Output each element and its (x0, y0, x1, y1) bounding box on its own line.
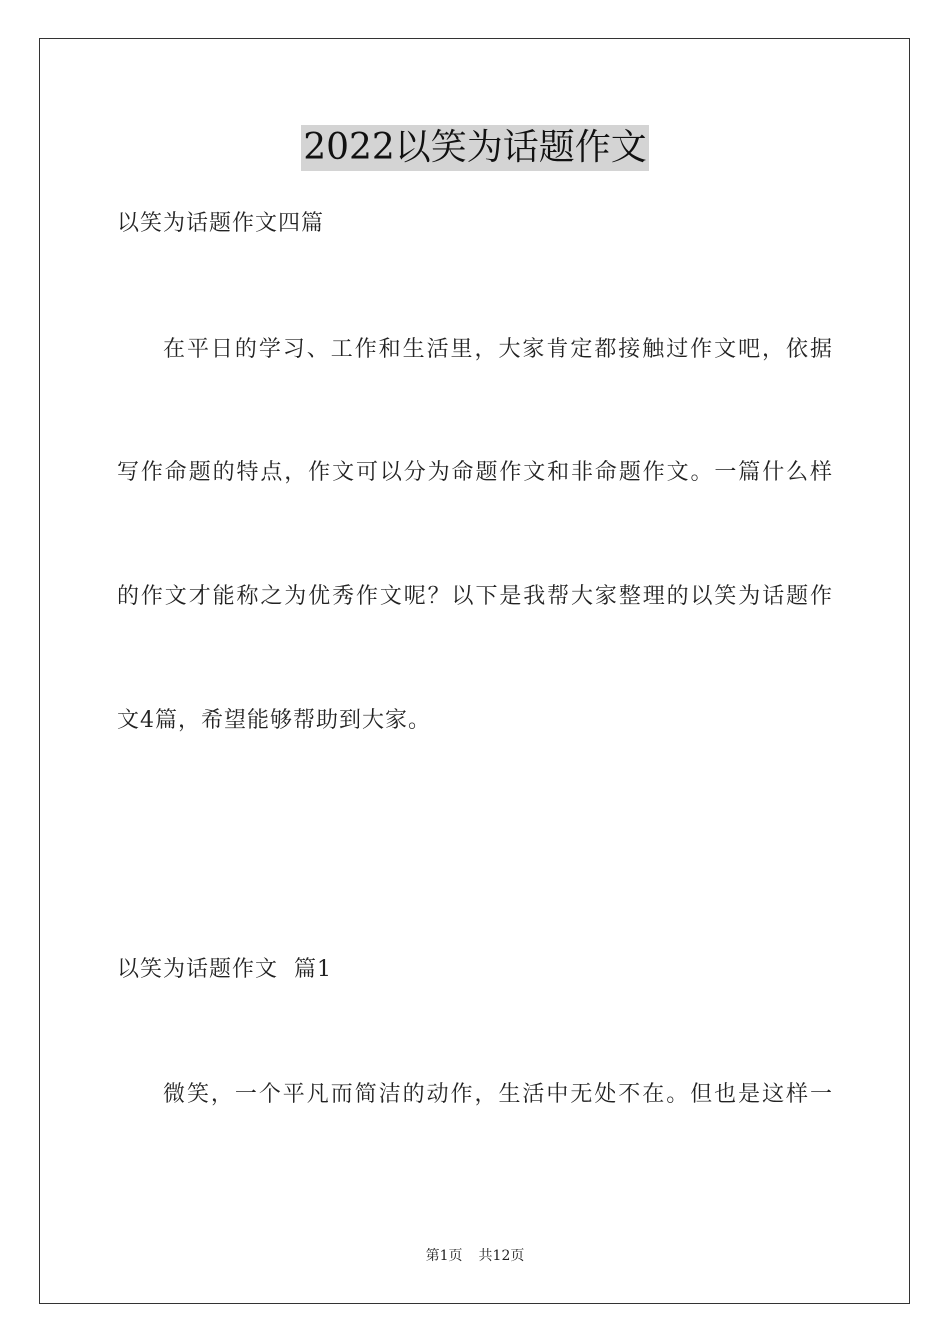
document-subtitle: 以笑为话题作文四篇 (117, 211, 325, 236)
section-paragraph-line-1: 微笑，一个平凡而简洁的动作，生活中无处不在。但也是这样一 (163, 1082, 833, 1107)
section-heading: 以笑为话题作文 篇1 (117, 957, 332, 982)
page-number: 第1页 (425, 1248, 463, 1264)
page-footer (0, 1246, 950, 1266)
intro-line-3: 的作文才能称之为优秀作文呢？以下是我帮大家整理的以笑为话题作 (117, 584, 833, 609)
intro-line-4: 文4篇，希望能够帮助到大家。 (117, 708, 431, 733)
page-total: 共12页 (478, 1248, 525, 1264)
intro-line-2: 写作命题的特点，作文可以分为命题作文和非命题作文。一篇什么样 (117, 460, 833, 485)
document-title: 2022以笑为话题作文 (301, 125, 649, 171)
intro-line-1: 在平日的学习、工作和生活里，大家肯定都接触过作文吧，依据 (163, 337, 833, 362)
title-container (0, 125, 950, 171)
